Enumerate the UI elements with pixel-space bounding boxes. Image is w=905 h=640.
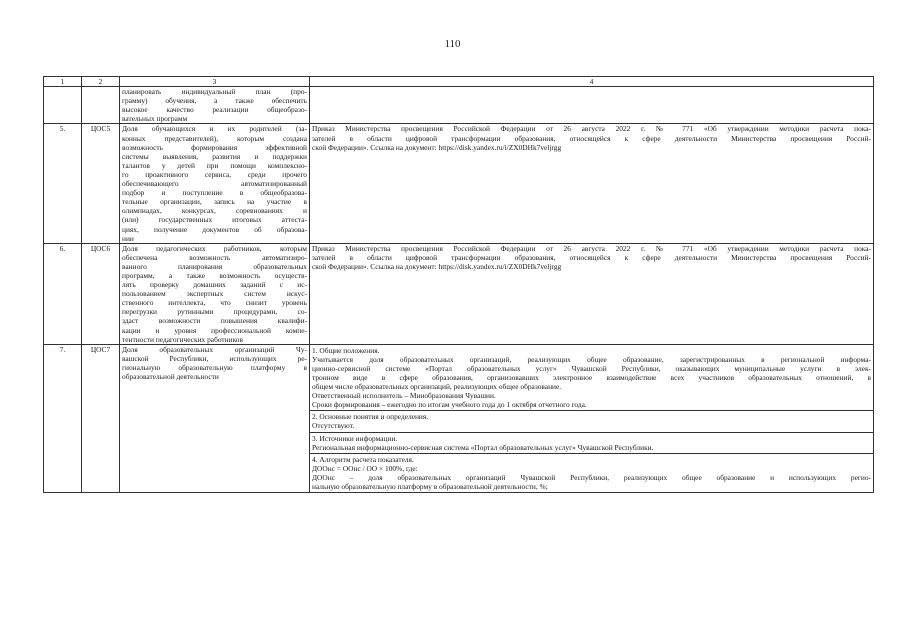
text-line: Учитывается доля образовательных организаций, реализующих общее образование, зарегистрированных в региональной информа- (312, 354, 871, 364)
row-number: 5. (44, 124, 82, 243)
indicator-code: ЦОС5 (82, 124, 120, 243)
method-section (310, 433, 873, 454)
text-line: гиональную образовательную платформу в (122, 362, 307, 372)
method-sections (310, 344, 874, 492)
text-line: ДООнс = ООнс / ОО × 100%, где: (312, 463, 418, 473)
method-section (310, 345, 873, 412)
text-line: тронном виде в сфере образования, организовавших электронное взаимодействие всех участников образовательных отношений, в (312, 373, 871, 382)
row-number (44, 87, 82, 124)
text-line: Доля образовательных организаций Чу- (122, 344, 307, 354)
text-line: образовательной деятельности (122, 372, 219, 381)
text-line: ционно-сервисной системе «Портал образовательных услуг» Чувашской Республики, оказывающих муниципальные услуги в элек- (312, 363, 871, 373)
text-line: Ответственный исполнитель – Минобразования Чувашии. (312, 391, 496, 401)
text-line: лять проверку домашних заданий с ис- (122, 280, 307, 290)
method-section (310, 411, 873, 432)
text-line: программ, а также возможность осуществ- (122, 270, 307, 280)
text-line: пользованием экспертных систем искус- (122, 289, 307, 299)
text-line: Сроки формирования – ежегодно по итогам учебного года до 1 октября отчетного года. (312, 400, 587, 410)
indicator-code: ЦОС6 (82, 243, 120, 344)
indicator-name (120, 124, 310, 243)
indicator-code: ЦОС7 (82, 344, 120, 492)
text-line: высокое качество реализации общеобразо- (122, 105, 307, 115)
text-line: Доля обучающихся и их родителей (за- (122, 124, 307, 134)
header-cell-4: 4 (310, 77, 874, 87)
text-line: грамму) обучения, а также обеспечить (122, 96, 307, 106)
row-number: 6. (44, 243, 82, 344)
text-line: Приказ Министерства просвещения Российской Федерации от 26 августа 2022 г. № 771 «Об утверждении методики расчета пока- (312, 243, 871, 253)
header-cell-3: 3 (120, 77, 310, 87)
text-line: вашской Республики, использующих ре- (122, 353, 307, 363)
text-line: 2. Основные понятия и определения. (312, 412, 429, 422)
text-line: зателей в области цифровой трансформации образования, относящейся к сфере деятельности Министерства просвещения Россий- (312, 252, 871, 262)
table-header-row (44, 77, 874, 87)
text-line: вательных программ (122, 114, 188, 124)
row-number: 7. (44, 344, 82, 492)
text-line: нии (122, 233, 134, 243)
text-line: ственного интеллекта, что снизит уровень (122, 298, 307, 308)
text-line: конных представителей), которым создана (122, 133, 307, 143)
text-line: тентности педагогических работников (122, 334, 243, 344)
indicator-name (120, 243, 310, 344)
text-line: перегрузки рутинными процедурами, со- (122, 307, 307, 317)
page-number: 110 (444, 38, 461, 50)
text-line: зателей в области цифровой трансформации образования, относящейся к сфере деятельности Министерства просвещения Россий- (312, 133, 871, 143)
text-line: 3. Источники информации. (312, 433, 398, 443)
text-line: ванного планирования образовательных (122, 261, 307, 271)
table-row (44, 87, 874, 124)
header-cell-2: 2 (82, 77, 120, 87)
text-line: талантов у детей при помощи комплексно- (122, 160, 307, 170)
indicator-name (120, 344, 310, 492)
indicator-table (43, 76, 874, 493)
text-line: циях, получение документов об образова- (122, 224, 307, 234)
text-line: общем числе образовательных организаций, реализующих общее образование. (312, 382, 562, 392)
text-line: 1. Общие положения. (312, 345, 380, 355)
text-line: подбор и поступление в общеобразова- (122, 188, 307, 198)
text-line: возможность формирования эффективной (122, 142, 307, 152)
method-cell (310, 124, 874, 243)
text-line: тельные организации, запись на участие в (122, 197, 307, 207)
text-line: здаст возможности повышения квалифи- (122, 316, 307, 326)
text-line: ДООнс – доля образовательных организаций Чувашской Республики, реализующих общее образование и использующих регио- (312, 472, 871, 482)
table-row (44, 344, 874, 492)
header-cell-1: 1 (44, 77, 82, 87)
method-cell (310, 243, 874, 344)
text-line: Приказ Министерства просвещения Российской Федерации от 26 августа 2022 г. № 771 «Об утверждении методики расчета пока- (312, 124, 871, 134)
text-line: Доля педагогических работников, которым (122, 243, 307, 253)
text-line: обеспечивающего автоматизированный (122, 179, 307, 189)
text-line: планировать индивидуальный план (про- (122, 87, 307, 97)
text-line: кации и уровня профессиональной компе- (122, 325, 307, 335)
text-line: Отсутствуют. (312, 421, 355, 431)
text-line: Региональная информационно-сервисная система «Портал образовательных услуг» Чувашской Республики. (312, 442, 654, 452)
text-line: обеспечена возможность автоматизиро- (122, 252, 307, 262)
indicator-code (82, 87, 120, 124)
text-line: ской Федерации». Ссылка на документ: https://disk.yandex.ru/i/ZX0DHk7veljrgg (312, 142, 562, 152)
method-cell (310, 87, 874, 124)
text-line: го проактивного сервиса, среди прочего (122, 169, 307, 179)
text-line: (или) государственных итоговых аттеста- (122, 215, 307, 225)
table-row (44, 243, 874, 344)
indicator-name (120, 87, 310, 124)
text-line: 4. Алгоритм расчета показателя. (312, 454, 414, 464)
table-row (44, 124, 874, 243)
text-line: нальную образовательную платформу в образовательной деятельности, %; (312, 482, 548, 492)
text-line: системы выявления, развития и поддержки (122, 151, 307, 161)
text-line: олимпиадах, конкурсах, соревнованиях и (122, 206, 307, 216)
text-line: ской Федерации». Ссылка на документ: https://disk.yandex.ru/i/ZX0DHk7veljrgg (312, 261, 562, 271)
method-section (310, 454, 873, 492)
